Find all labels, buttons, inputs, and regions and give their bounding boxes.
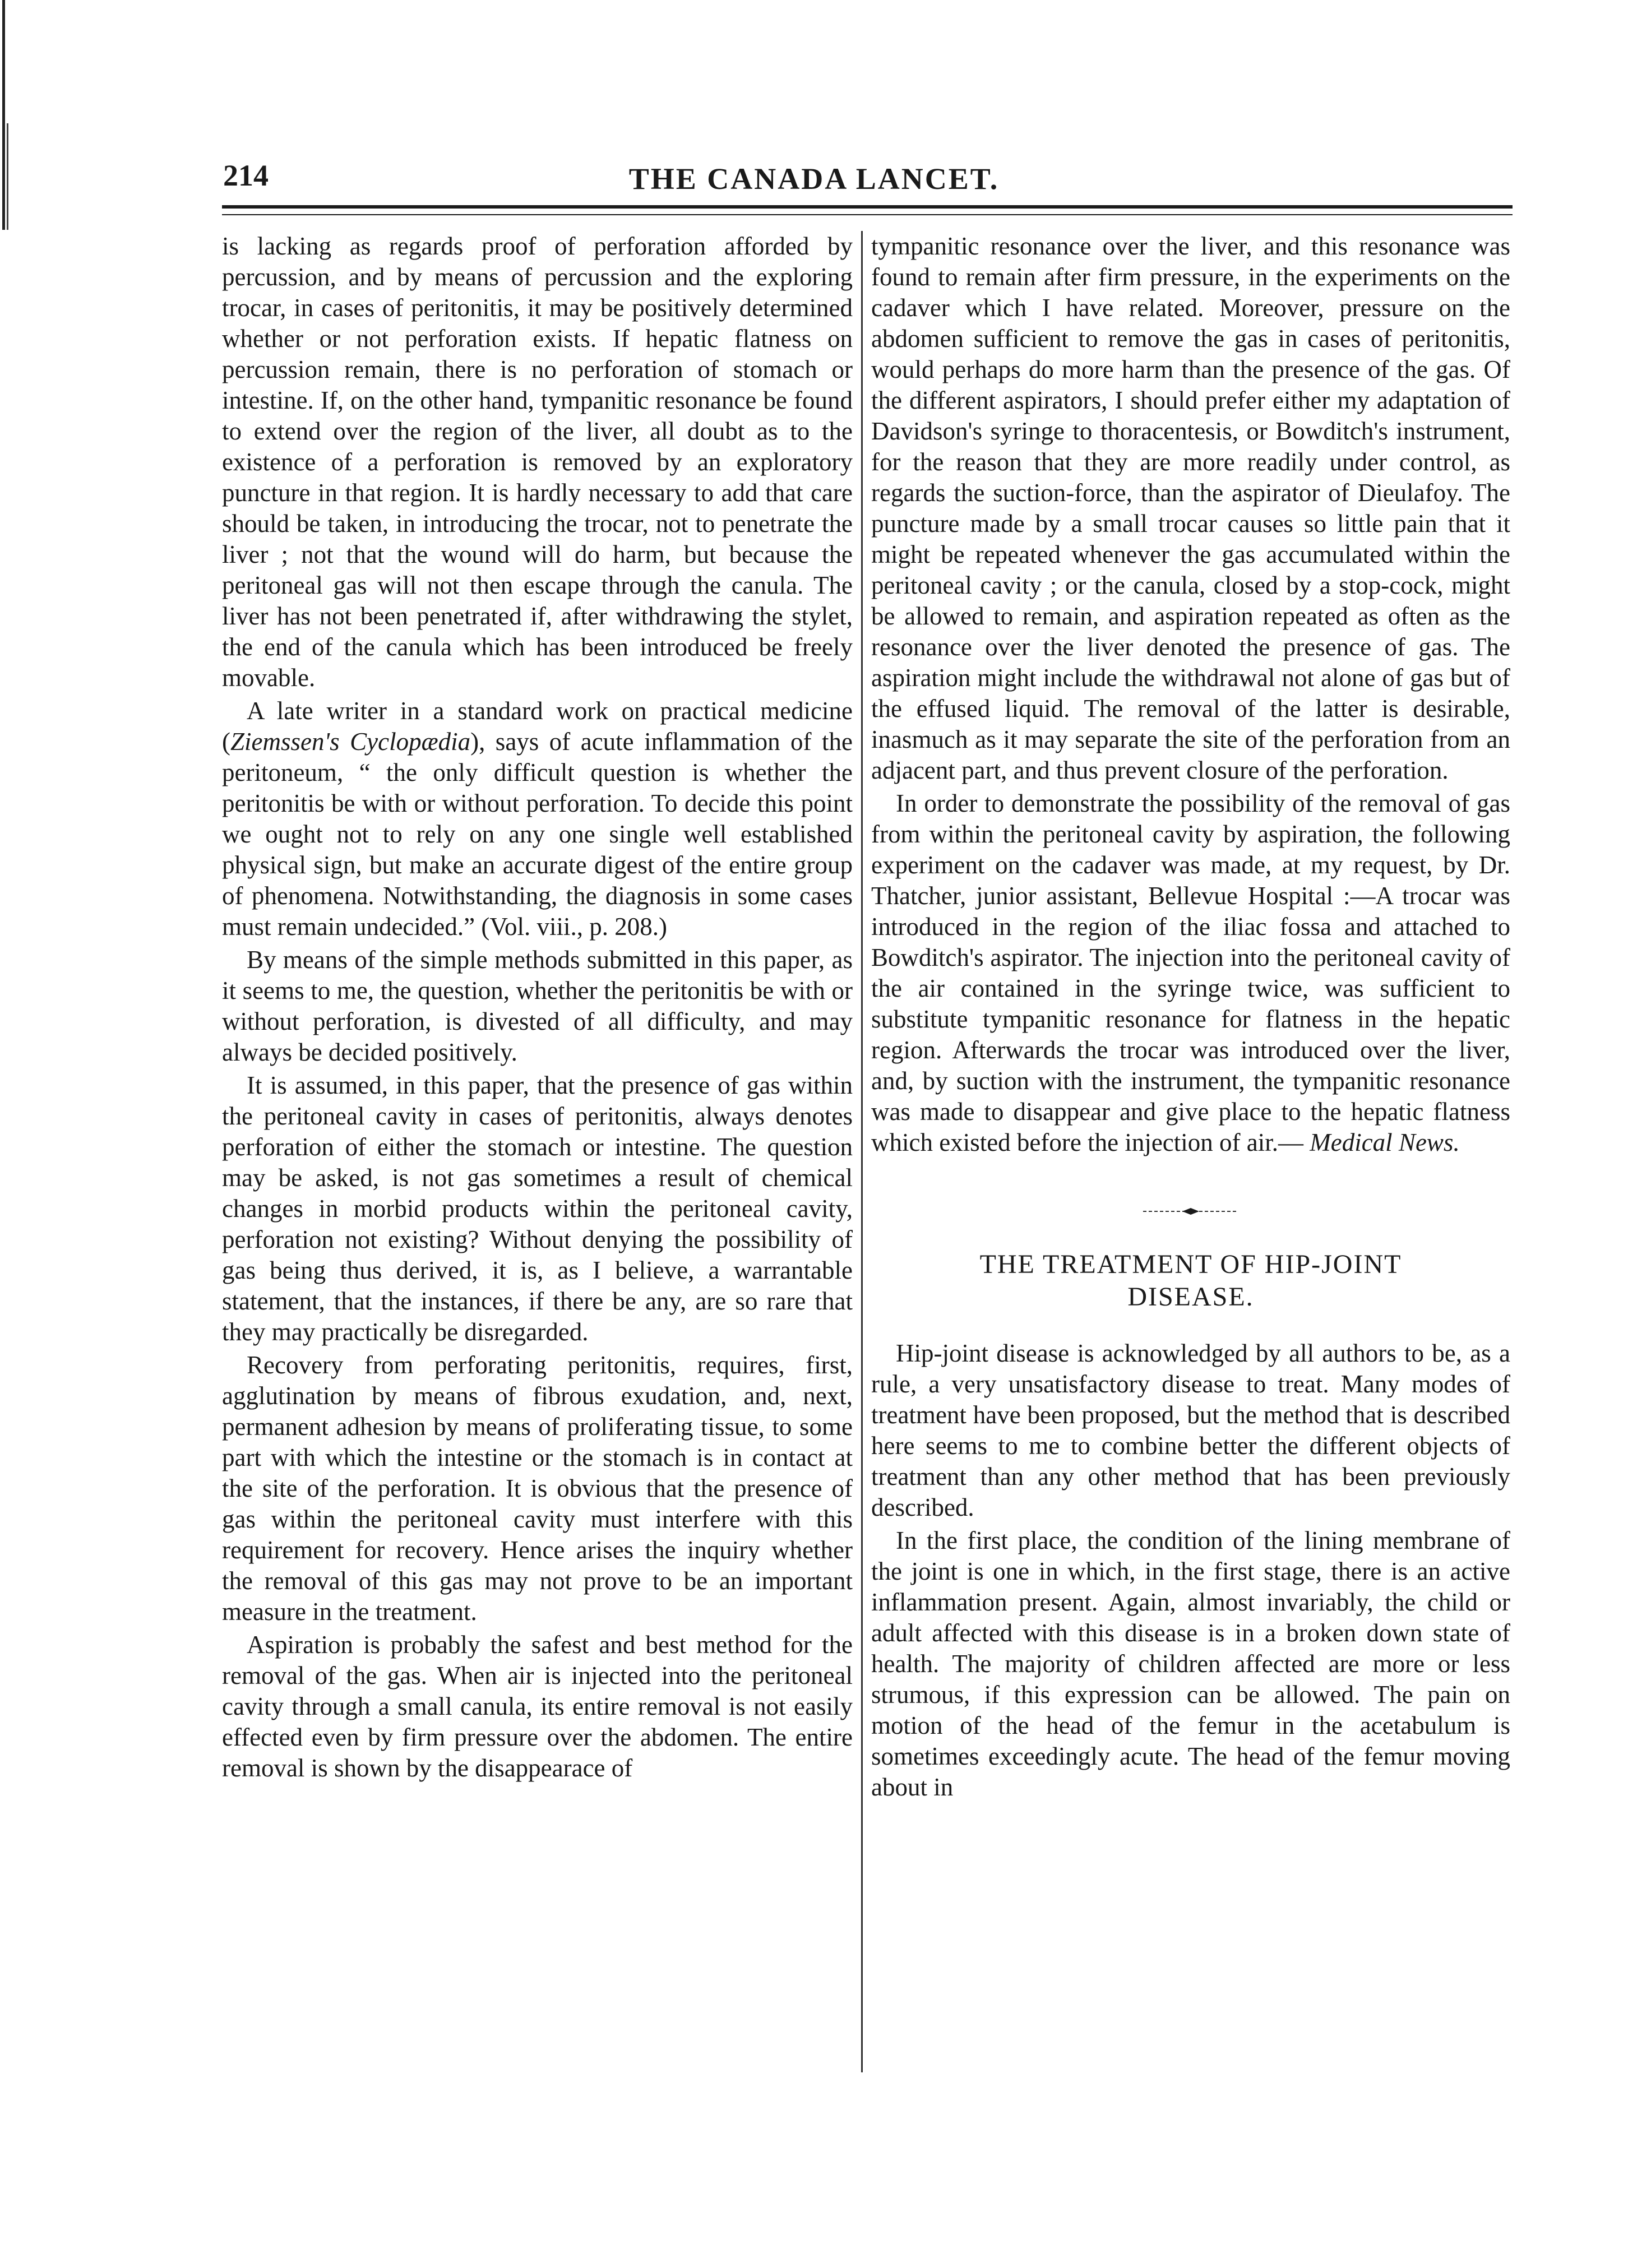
ornament-divider-icon [1143, 1207, 1238, 1215]
paragraph-with-source [871, 788, 1510, 1158]
left-column [222, 231, 853, 2075]
right-column [871, 231, 1510, 2075]
section-title [871, 1248, 1510, 1313]
paragraph: tympanitic resonance over the liver, and this resonance was found to remain after firm pressure, in the experiments on the cadaver which I have related. Moreover, pressure on the abdomen sufficient to remove the gas in cases of peritonitis, would perhaps do more harm than the presence of the gas. Of the different aspirators, I should prefer either my adaptation of Davidson's syringe to thoracentesis, or Bowditch's instrument, for the reason that they are more readily under control, as regards the suction-force, than the aspirator of Dieulafoy. The puncture made by a small trocar causes so little pain that it might be repeated whenever the gas accumulated within the peritoneal cavity ; or the canula, closed by a stop-cock, might be allowed to remain, and aspiration repeated as often as the resonance over the liver denoted the presence of gas. The aspiration might include the withdrawal not alone of gas but of the effused liquid. The removal of the latter is desirable, inasmuch as it may separate the site of the perforation from an adjacent part, and thus prevent closure of the perforation. [871, 232, 1510, 784]
section-title-line: DISEASE. [1127, 1282, 1254, 1312]
text-run: A late writer in a standard work on practical medicine ( [222, 697, 853, 756]
section-title-line: THE TREATMENT OF HIP-JOINT [979, 1249, 1402, 1279]
paragraph: It is assumed, in this paper, that the presence of gas within the peritoneal cavity in cases of peritonitis, always denotes perforation of either the stomach or intestine. The question may be asked, is not gas sometimes a result of chemical changes in morbid products within the peritoneal cavity, perforation not existing? Without denying the possibility of gas being thus derived, it is, as I believe, a warrantable statement, that the instances, if there be any, are so rare that they may practically be disregarded. [222, 1071, 853, 1346]
paragraph: Aspiration is probably the safest and best method for the removal of the gas. When air is injected into the peritoneal cavity through a small canula, its entire removal is not easily effected even by firm pressure over the abdomen. The entire removal is shown by the disappearace of [222, 1631, 853, 1782]
page-number: 214 [223, 159, 269, 192]
column-divider [861, 231, 863, 2072]
paragraph: In the first place, the condition of the lining membrane of the joint is one in which, in the first stage, there is an active inflammation present. Again, almost invariably, the child or adult affected with this disease is in a broken down state of health. The majority of children affected are more or less strumous, if this expression can be allowed. The pain on motion of the head of the femur in the acetabulum is sometimes exceedingly acute. The head of the femur moving about in [871, 1526, 1510, 1801]
paragraph: Hip-joint disease is acknowledged by all authors to be, as a rule, a very unsatisfactory disease to treat. Many modes of treatment have been proposed, but the method that is described here seems to me to combine better the different objects of treatment than any other method that has been previously described. [871, 1339, 1510, 1521]
text-run: In order to demonstrate the possibility of the removal of gas from within the peritoneal cavity by aspiration, the following experiment on the cadaver was made, at my request, by Dr. Thatcher, junior assistant, Bellevue Hospital :—A trocar was introduced in the region of the iliac fossa and attached to Bowditch's aspirator. The injection into the peritoneal cavity of the air contained in the syringe twice, was sufficient to substitute tympanitic resonance for flatness in the hepatic region. Afterwards the trocar was introduced over the liver, and, by suction with the instrument, the tympanitic resonance was made to disappear and give place to the hepatic flatness which existed before the injection of air.— [871, 789, 1510, 1156]
paragraph: By means of the simple methods submitted in this paper, as it seems to me, the question, whether the peritonitis be with or without perforation, is divested of all difficulty, and may always be decided positively. [222, 946, 853, 1066]
header-rule-thick [222, 205, 1513, 209]
paragraph-with-citation [222, 696, 853, 942]
citation-title: Ziemssen's Cyclopædia [230, 728, 471, 756]
header-rule-thin [222, 214, 1513, 215]
paragraph: is lacking as regards proof of perforation afforded by percussion, and by means of percussion and the exploring trocar, in cases of peritonitis, it may be positively determined whether or not perforation exists. If hepatic flatness on percussion remain, there is no perforation of stomach or intestine. If, on the other hand, tympanitic resonance be found to extend over the region of the liver, all doubt as to the existence of a perforation is removed by an exploratory puncture in that region. It is hardly necessary to add that care should be taken, in introducing the trocar, not to penetrate the liver ; not that the wound will do harm, but because the peritoneal gas will not then escape through the canula. The liver has not been penetrated if, after withdrawing the stylet, the end of the canula which has been introduced be freely movable. [222, 232, 853, 692]
source-credit: Medical News. [1310, 1128, 1460, 1156]
running-head: THE CANADA LANCET. [628, 162, 1000, 196]
paragraph: Recovery from perforating peritonitis, requires, first, agglutination by means of fibrous exudation, and, next, permanent adhesion by means of proliferating tissue, to some part with which the intestine or the stomach is in contact at the site of the perforation. It is obvious that the presence of gas within the peritoneal cavity must interfere with this requirement for recovery. Hence arises the inquiry whether the removal of this gas may not prove to be an important measure in the treatment. [222, 1351, 853, 1626]
section-ornament [871, 1192, 1510, 1223]
text-run: ), says of acute inflammation of the peritoneum, “ the only difficult question is whether the peritonitis be with or without perforation. To decide this point we ought not to rely on any one single well established physical sign, but make an accurate digest of the entire group of phenomena. Notwithstanding, the diagnosis in some cases must remain undecided.” (Vol. viii., p. 208.) [222, 728, 853, 941]
